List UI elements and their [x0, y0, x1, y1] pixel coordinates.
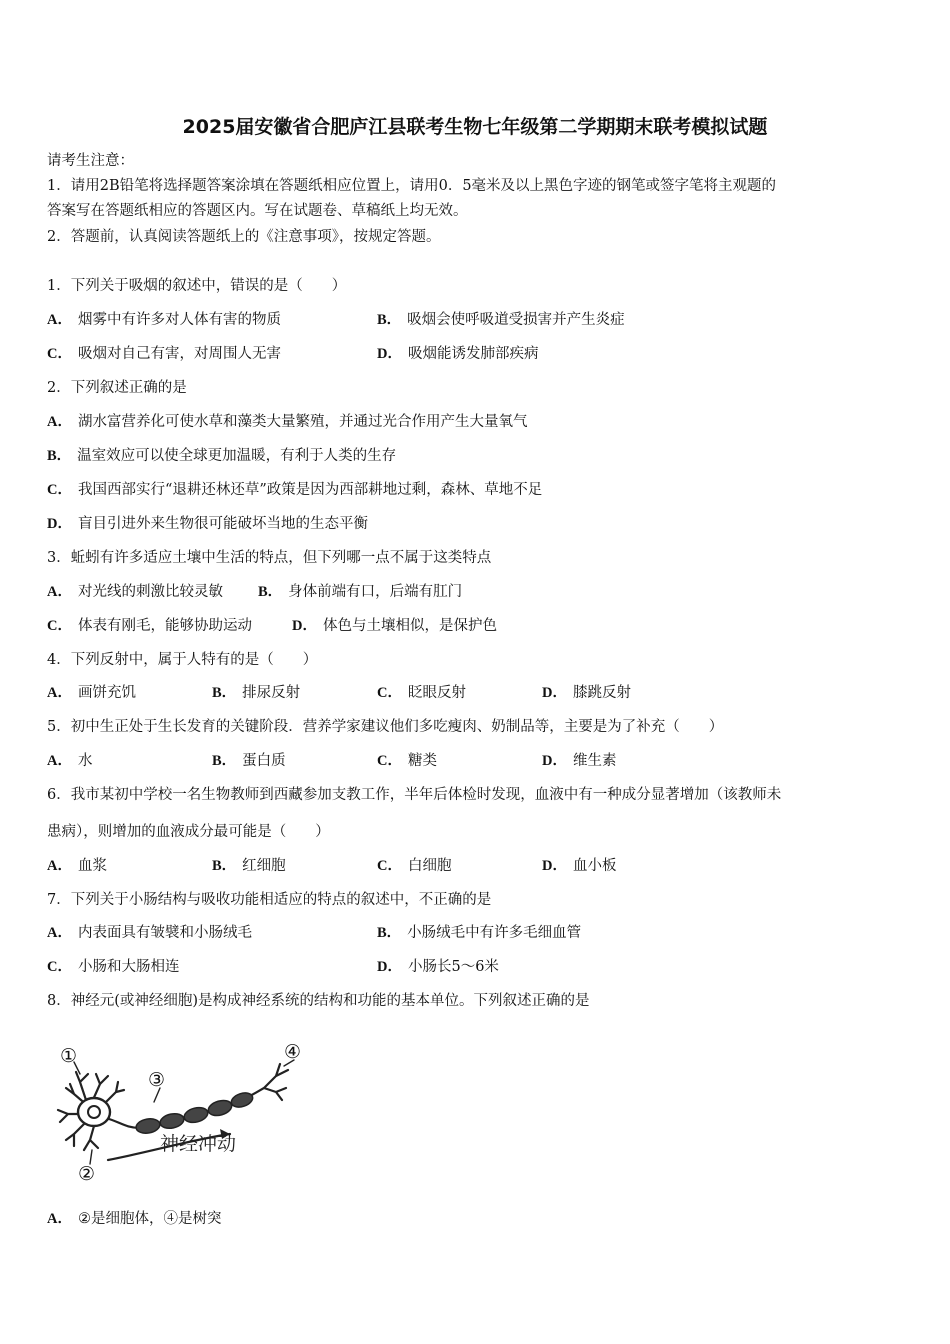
question-3-option-b — [258, 582, 462, 602]
question-4-stem: 4．下列反射中，属于人特有的是（ ） — [47, 652, 318, 668]
option-text: 盲目引进外来生物很可能破坏当地的生态平衡 — [77, 516, 368, 532]
question-6-option-a — [47, 856, 107, 876]
option-text: 体表有刚毛，能够协助运动 — [77, 618, 252, 634]
option-label: D． — [292, 618, 317, 634]
question-6-option-b — [212, 856, 286, 876]
option-label: D． — [542, 753, 567, 769]
page-title: 2025届安徽省合肥庐江县联考生物七年级第二学期期末联考模拟试题 — [182, 116, 768, 138]
question-5-option-c — [377, 751, 437, 771]
option-label: C． — [377, 858, 402, 874]
question-1-option-d — [377, 344, 538, 364]
myelin-segment — [159, 1112, 185, 1131]
option-text: 我国西部实行“退耕还林还草”政策是因为西部耕地过剩，森林、草地不足 — [77, 482, 543, 498]
question-4-option-a — [47, 683, 136, 703]
option-text: 膝跳反射 — [572, 685, 631, 701]
option-label: A． — [47, 685, 72, 701]
option-label: B． — [377, 312, 402, 328]
myelin-segment — [207, 1098, 234, 1118]
option-text: 糖类 — [407, 753, 437, 769]
option-label: C． — [377, 685, 402, 701]
option-text: 烟雾中有许多对人体有害的物质 — [77, 312, 281, 328]
option-label: B． — [47, 448, 72, 464]
option-text: 水 — [77, 753, 93, 769]
option-label: A． — [47, 925, 72, 941]
option-label: C． — [47, 959, 72, 975]
marker-4: ④ — [284, 1041, 302, 1063]
marker-3: ③ — [148, 1069, 166, 1091]
option-text: 小肠和大肠相连 — [77, 959, 180, 975]
option-label: B． — [212, 753, 237, 769]
option-label: A． — [47, 414, 72, 430]
option-text: 画饼充饥 — [77, 685, 136, 701]
notice-item-1-line-2: 答案写在答题纸相应的答题区内。写在试题卷、草稿纸上均无效。 — [47, 203, 468, 219]
neuron-diagram — [50, 1036, 312, 1186]
myelin-segment — [230, 1090, 255, 1109]
question-7-option-d — [377, 957, 499, 977]
notice-item-2: 2．答题前，认真阅读答题纸上的《注意事项》，按规定答题。 — [47, 229, 441, 245]
axon-terminal — [250, 1064, 288, 1100]
marker-2: ② — [78, 1163, 96, 1185]
question-6-stem: 6．我市某初中学校一名生物教师到西藏参加支教工作，半年后体检时发现，血液中有一种成分显著增加（该教师未 — [47, 787, 782, 803]
question-6-stem-continued: 患病），则增加的血液成分最可能是（ ） — [47, 824, 330, 840]
option-text: 眨眼反射 — [407, 685, 466, 701]
myelin-segment — [135, 1117, 161, 1135]
notice-item-1-line-1: 1．请用2B铅笔将选择题答案涂填在答题纸相应位置上，请用0．5毫米及以上黑色字迹的钢笔或签字笔将主观题的 — [47, 178, 777, 194]
option-label: D． — [542, 858, 567, 874]
notice-heading: 请考生注意： — [47, 153, 134, 169]
option-text: 蛋白质 — [242, 753, 286, 769]
option-text: 小肠长5～6米 — [407, 959, 499, 975]
question-2-option-c — [47, 480, 542, 500]
question-6-option-c — [377, 856, 451, 876]
question-7-option-a — [47, 923, 252, 943]
option-text: 湖水富营养化可使水草和藻类大量繁殖，并通过光合作用产生大量氧气 — [77, 414, 528, 430]
question-1-option-b — [377, 310, 625, 330]
question-1-stem: 1．下列关于吸烟的叙述中，错误的是（ ） — [47, 278, 347, 294]
question-8-stem: 8．神经元(或神经细胞)是构成神经系统的结构和功能的基本单位。下列叙述正确的是 — [47, 993, 590, 1009]
option-text: 对光线的刺激比较灵敏 — [77, 584, 223, 600]
question-5-option-b — [212, 751, 286, 771]
question-3-option-c — [47, 616, 252, 636]
question-4-option-d — [542, 683, 631, 703]
option-label: A． — [47, 1211, 72, 1227]
option-label: B． — [258, 584, 283, 600]
option-text: ②是细胞体，④是树突 — [77, 1211, 222, 1227]
question-1-option-a — [47, 310, 281, 330]
option-text: 吸烟对自己有害，对周围人无害 — [77, 346, 281, 362]
option-text: 排尿反射 — [242, 685, 301, 701]
impulse-caption: 神经冲动 — [160, 1133, 237, 1155]
question-2-stem: 2．下列叙述正确的是 — [47, 380, 187, 396]
question-2-option-b — [47, 446, 396, 466]
axon — [106, 1118, 140, 1128]
question-4-option-b — [212, 683, 300, 703]
option-label: A． — [47, 584, 72, 600]
question-3-option-a — [47, 582, 223, 602]
option-label: C． — [47, 618, 72, 634]
option-text: 血浆 — [77, 858, 107, 874]
option-label: D． — [377, 346, 402, 362]
question-3-stem: 3．蚯蚓有许多适应土壤中生活的特点，但下列哪一点不属于这类特点 — [47, 550, 492, 566]
option-label: A． — [47, 312, 72, 328]
option-label: C． — [47, 346, 72, 362]
option-text: 身体前端有口，后端有肛门 — [288, 584, 463, 600]
dendrite — [84, 1126, 98, 1150]
option-label: D． — [377, 959, 402, 975]
question-1-option-c — [47, 344, 281, 364]
option-label: C． — [47, 482, 72, 498]
option-text: 内表面具有皱襞和小肠绒毛 — [77, 925, 252, 941]
option-text: 吸烟会使呼吸道受损害并产生炎症 — [407, 312, 625, 328]
option-text: 红细胞 — [242, 858, 286, 874]
option-label: B． — [377, 925, 402, 941]
option-label: B． — [212, 858, 237, 874]
option-text: 维生素 — [572, 753, 617, 769]
option-label: D． — [47, 516, 72, 532]
option-text: 吸烟能诱发肺部疾病 — [407, 346, 539, 362]
question-5-stem: 5．初中生正处于生长发育的关键阶段．营养学家建议他们多吃瘦肉、奶制品等，主要是为了补充（ ） — [47, 719, 724, 735]
question-4-option-c — [377, 683, 466, 703]
question-6-option-d — [542, 856, 616, 876]
question-7-stem: 7．下列关于小肠结构与吸收功能相适应的特点的叙述中，不正确的是 — [47, 892, 492, 908]
question-7-option-b — [377, 923, 581, 943]
option-label: B． — [212, 685, 237, 701]
question-8-option-a — [47, 1209, 221, 1229]
option-text: 血小板 — [572, 858, 617, 874]
option-text: 小肠绒毛中有许多毛细血管 — [407, 925, 582, 941]
option-text: 体色与土壤相似，是保护色 — [322, 618, 497, 634]
myelin-segment — [183, 1105, 210, 1124]
question-7-option-c — [47, 957, 179, 977]
option-text: 白细胞 — [407, 858, 452, 874]
option-label: A． — [47, 753, 72, 769]
question-5-option-a — [47, 751, 92, 771]
nucleus — [88, 1106, 100, 1118]
marker-1: ① — [60, 1045, 78, 1067]
question-3-option-d — [292, 616, 497, 636]
option-label: D． — [542, 685, 567, 701]
option-label: A． — [47, 858, 72, 874]
question-2-option-a — [47, 412, 527, 432]
option-text: 温室效应可以使全球更加温暖，有利于人类的生存 — [77, 448, 397, 464]
marker-leader-2 — [90, 1150, 92, 1164]
question-2-option-d — [47, 514, 368, 534]
question-5-option-d — [542, 751, 616, 771]
option-label: C． — [377, 753, 402, 769]
